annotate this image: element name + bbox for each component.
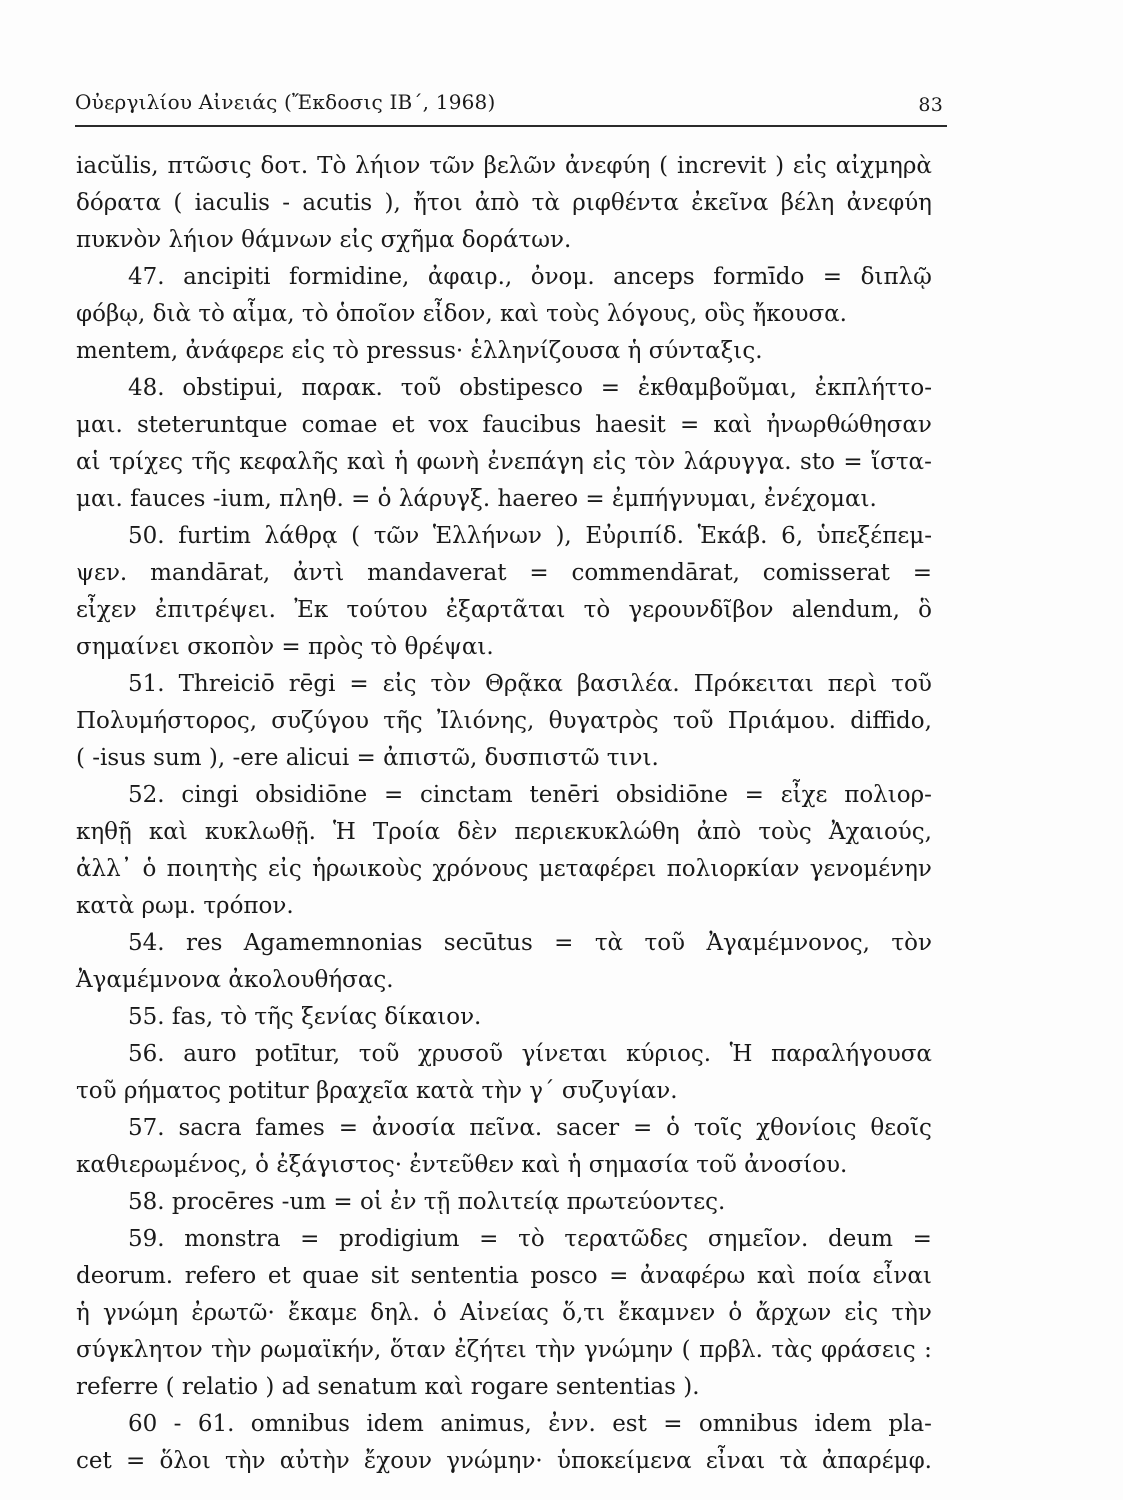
text-line: Πολυμήστορος, συζύγου τῆς Ἰλιόνης, θυγατρὸς τοῦ Πριάμου. diffido, — [76, 708, 932, 734]
text-line: 59. monstra = prodigium = τὸ τερατῶδες σημεῖον. deum = — [128, 1226, 932, 1252]
text-line: καθιερωμένος, ὁ ἐξάγιστος· ἐντεῦθεν καὶ ἡ σημασία τοῦ ἀνοσίου. — [76, 1152, 848, 1178]
text-line: 47. ancipiti formidine, ἀφαιρ., ὀνομ. anceps formīdo = διπλῷ — [128, 264, 932, 290]
text-line: 57. sacra fames = ἀνοσία πεῖνα. sacer = ὁ τοῖς χθονίοις θεοῖς — [128, 1115, 932, 1141]
text-line: πυκνὸν λήιον θάμνων εἰς σχῆμα δοράτων. — [76, 227, 572, 253]
text-line: Ἀγαμέμνονα ἀκολουθήσας. — [76, 967, 394, 993]
text-line: κατὰ ρωμ. τρόπον. — [76, 893, 294, 919]
commentary-text — [76, 148, 932, 1480]
text-line: iacŭlis, πτῶσις δοτ. Τὸ λήιον τῶν βελῶν ἀνεφύη ( increvit ) εἰς αἰχμηρὰ — [76, 153, 932, 179]
text-line: σύγκλητον τὴν ρωμαϊκήν, ὅταν ἐζήτει τὴν γνώμην ( πρβλ. τὰς φράσεις : — [76, 1337, 932, 1363]
text-line: μαι. steteruntque comae et vox faucibus haesit = καὶ ἠνωρθώθησαν — [76, 412, 932, 438]
text-line: ( -isus sum ), -ere alicui = ἀπιστῶ, δυσπιστῶ τινι. — [76, 745, 659, 771]
text-line: 56. auro potītur, τοῦ χρυσοῦ γίνεται κύριος. Ἡ παραλήγουσα — [128, 1041, 932, 1067]
text-line: εἶχεν ἐπιτρέψει. Ἐκ τούτου ἐξαρτᾶται τὸ γερουνδῖβον alendum, ὃ — [76, 597, 932, 623]
text-line: 50. furtim λάθρᾳ ( τῶν Ἑλλήνων ), Εὐριπίδ. Ἑκάβ. 6, ὑπεξέπεμ- — [128, 523, 932, 549]
text-line: φόβῳ, διὰ τὸ αἷμα, τὸ ὁποῖον εἶδον, καὶ τοὺς λόγους, οὓς ἤκουσα. — [76, 301, 847, 327]
text-line: cet = ὅλοι τὴν αὐτὴν ἔχουν γνώμην· ὑποκείμενα εἶναι τὰ ἀπαρέμφ. — [76, 1448, 932, 1474]
text-line: 58. procēres -um = οἱ ἐν τῇ πολιτείᾳ πρωτεύοντες. — [128, 1189, 726, 1215]
text-line: ψεν. mandārat, ἀντὶ mandaverat = commendārat, comisserat = — [76, 560, 932, 586]
text-line: 55. fas, τὸ τῆς ξενίας δίκαιον. — [128, 1004, 482, 1030]
text-line: ἡ γνώμη ἐρωτῶ· ἔκαμε δηλ. ὁ Αἰνείας ὅ,τι ἔκαμνεν ὁ ἄρχων εἰς τὴν — [76, 1300, 932, 1326]
text-line: 52. cingi obsidiōne = cinctam tenēri obsidiōne = εἶχε πολιορ- — [128, 782, 932, 808]
text-line: κηθῇ καὶ κυκλωθῇ. Ἡ Τροία δὲν περιεκυκλώθη ἀπὸ τοὺς Ἀχαιούς, — [76, 819, 932, 845]
text-line: 54. res Agamemnonias secūtus = τὰ τοῦ Ἀγαμέμνονος, τὸν — [128, 930, 932, 956]
text-line: τοῦ ρήματος potitur βραχεῖα κατὰ τὴν γ΄ συζυγίαν. — [76, 1078, 678, 1104]
text-line: μαι. fauces -ium, πληθ. = ὁ λάρυγξ. haereo = ἐμπήγνυμαι, ἐνέχομαι. — [76, 486, 877, 512]
text-line: σημαίνει σκοπὸν = πρὸς τὸ θρέψαι. — [76, 634, 494, 660]
text-line: 51. Threiciō rēgi = εἰς τὸν Θρᾷκα βασιλέα. Πρόκειται περὶ τοῦ — [128, 671, 932, 697]
text-line: ἀλλ᾿ ὁ ποιητὴς εἰς ἡρωικοὺς χρόνους μεταφέρει πολιορκίαν γενομένην — [76, 856, 932, 882]
text-line: 48. obstipui, παρακ. τοῦ obstipesco = ἐκθαμβοῦμαι, ἐκπλήττο- — [128, 375, 932, 401]
text-line: mentem, ἀνάφερε εἰς τὸ pressus· ἑλληνίζουσα ἡ σύνταξις. — [76, 338, 763, 364]
text-line: deorum. refero et quae sit sententia posco = ἀναφέρω καὶ ποία εἶναι — [76, 1263, 932, 1289]
running-head — [75, 86, 947, 118]
text-line: 60 - 61. omnibus idem animus, ἐνν. est = omnibus idem pla- — [128, 1411, 932, 1437]
header-rule — [75, 125, 947, 127]
text-line: referre ( relatio ) ad senatum καὶ rogare sententias ). — [76, 1374, 700, 1400]
text-line: δόρατα ( iaculis - acutis ), ἤτοι ἀπὸ τὰ ριφθέντα ἐκεῖνα βέλη ἀνεφύη — [76, 190, 932, 216]
running-title: Οὐεργιλίου Αἰνειάς (Ἔκδοσις ΙΒ΄, 1968) — [75, 90, 496, 114]
page-number: 83 — [918, 94, 943, 116]
text-line: αἱ τρίχες τῆς κεφαλῆς καὶ ἡ φωνὴ ἐνεπάγη εἰς τὸν λάρυγγα. sto = ἵστα- — [76, 449, 932, 475]
